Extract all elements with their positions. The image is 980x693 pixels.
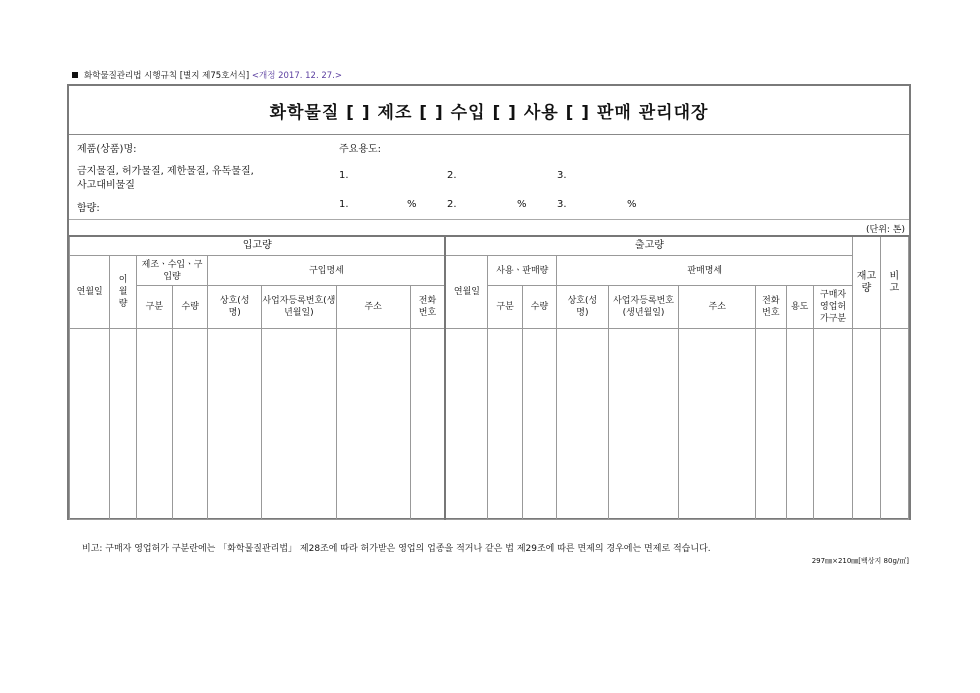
out-date-header: 연월일 — [445, 256, 487, 329]
in-qty-cell[interactable] — [173, 329, 208, 520]
product-info — [69, 134, 909, 219]
in-date-cell[interactable] — [70, 329, 110, 520]
square-bullet-icon — [72, 72, 78, 78]
form-title: 화학물질 [ ] 제조 [ ] 수입 [ ] 사용 [ ] 판매 관리대장 — [69, 86, 909, 135]
out-company-header: 상호(성명) — [557, 286, 609, 329]
buyer-license-cell[interactable] — [813, 329, 853, 520]
form-ref-text: 화학물질관리법 시행규칙 [별지 제75호서식] — [84, 71, 250, 81]
form-reference — [72, 69, 342, 81]
in-qty-header: 수량 — [173, 286, 208, 329]
revision-note: <개정 2017. 12. 27.> — [251, 71, 343, 81]
out-qty-header: 수량 — [522, 286, 556, 329]
table-row — [70, 329, 909, 520]
product-name-label: 제품(상품)명: — [77, 144, 137, 155]
footnote: 비고: 구매자 영업허가 구분란에는 「화학물질관리법」 제28조에 따라 허가받은 영업의 업종을 적거나 같은 법 제29조에 따른 면제의 경우에는 면제로 적습니다. — [82, 544, 711, 554]
in-type-cell[interactable] — [136, 329, 172, 520]
out-type-header: 구분 — [488, 286, 522, 329]
remarks-cell[interactable] — [880, 329, 908, 520]
unit-label: (단위: 톤) — [866, 225, 905, 235]
substance-2: 2. — [447, 170, 457, 181]
out-date-cell[interactable] — [445, 329, 487, 520]
content-1-pct: % — [407, 199, 417, 210]
out-bizno-header: 사업자등록번호(생년월일) — [608, 286, 679, 329]
substances-label-2: 사고대비물질 — [77, 180, 135, 191]
in-type-header: 구분 — [136, 286, 172, 329]
out-bizno-cell[interactable] — [608, 329, 679, 520]
content-2-pct: % — [517, 199, 527, 210]
stock-cell[interactable] — [853, 329, 880, 520]
in-phone-cell[interactable] — [410, 329, 445, 520]
buyer-license-header: 구매자영업허가구분 — [813, 286, 853, 329]
unit-row — [69, 219, 909, 236]
content-3-pct: % — [627, 199, 637, 210]
content-3: 3. — [557, 199, 567, 210]
out-phone-cell[interactable] — [756, 329, 786, 520]
remarks-header: 비고 — [880, 236, 908, 329]
substance-3: 3. — [557, 170, 567, 181]
in-phone-header: 전화번호 — [410, 286, 445, 329]
use-sales-header: 사용ㆍ판매량 — [488, 256, 557, 286]
carryover-header: 이월량 — [110, 256, 136, 329]
substance-1: 1. — [339, 170, 349, 181]
main-use-label: 주요용도: — [339, 144, 382, 155]
substances-label-1: 금지물질, 허가물질, 제한물질, 유독물질, — [77, 166, 254, 177]
ledger-table — [69, 235, 909, 520]
in-date-header: 연월일 — [70, 256, 110, 329]
out-address-header: 주소 — [679, 286, 756, 329]
in-bizno-cell[interactable] — [261, 329, 336, 520]
out-use-header: 용도 — [786, 286, 813, 329]
in-bizno-header: 사업자등록번호(생년월일) — [261, 286, 336, 329]
paper-size: 297㎜×210㎜[백상지 80g/㎡] — [811, 557, 909, 565]
carryover-cell[interactable] — [110, 329, 136, 520]
ledger-form — [67, 84, 911, 520]
stock-header: 재고량 — [853, 236, 880, 329]
in-address-header: 주소 — [336, 286, 410, 329]
in-company-cell[interactable] — [208, 329, 262, 520]
sales-details-header: 판매명세 — [557, 256, 853, 286]
out-phone-header: 전화번호 — [756, 286, 786, 329]
content-1: 1. — [339, 199, 349, 210]
content-2: 2. — [447, 199, 457, 210]
in-company-header: 상호(성명) — [208, 286, 262, 329]
out-use-cell[interactable] — [786, 329, 813, 520]
manufacture-import-purchase-header: 제조ㆍ수입ㆍ구입량 — [136, 256, 208, 286]
out-company-cell[interactable] — [557, 329, 609, 520]
outgoing-header: 출고량 — [445, 236, 852, 256]
out-type-cell[interactable] — [488, 329, 522, 520]
out-address-cell[interactable] — [679, 329, 756, 520]
in-address-cell[interactable] — [336, 329, 410, 520]
content-label: 함량: — [77, 203, 100, 214]
purchase-details-header: 구입명세 — [208, 256, 446, 286]
incoming-header: 입고량 — [70, 236, 446, 256]
out-qty-cell[interactable] — [522, 329, 556, 520]
